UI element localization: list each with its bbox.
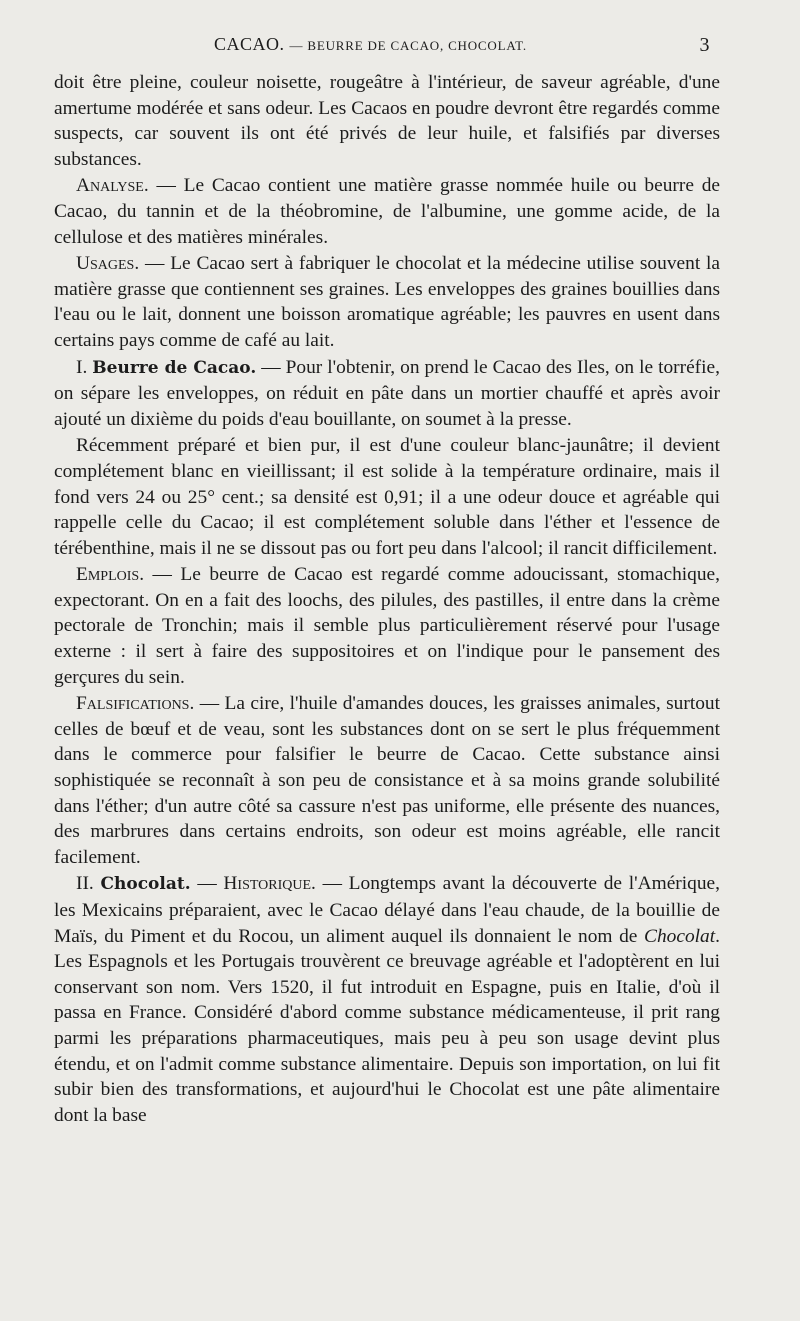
running-title-sub: — BEURRE DE CACAO, CHOCOLAT. xyxy=(289,38,527,53)
section-heading-analyse: Analyse. xyxy=(76,175,149,197)
section-number-1: I. xyxy=(76,356,93,378)
section-number-2: II. xyxy=(76,873,101,895)
section-heading-chocolat: Chocolat. xyxy=(100,874,191,895)
chocolat-text-a: — Longtemps avant la découverte de l'Amérique, les Mexicains préparaient, avec le Cacao délayé dans l'eau chaude, de la bouillie de Maïs, du Piment et du Rocou, un aliment auquel ils donnaient le nom de xyxy=(54,873,720,947)
section-heading-emplois: Emplois. xyxy=(76,564,145,586)
chocolat-italic-term: Chocolat xyxy=(644,925,716,947)
falsifications-text: — La cire, l'huile d'amandes douces, les graisses animales, surtout celles de bœuf et de veau, sont les substances dont on se sert le plus fréquemment dans le commerce pour falsifier le beurre de Cacao. Cette substance ainsi sophistiquée se reconnaît à son peu de consistance et à sa moins grande solubilité dans l'éther; d'un autre côté sa cassure n'est pas uniforme, elle présente des nuances, des marbrures dans certains endroits, son odeur est moins agréable, elle rancit facilement. xyxy=(54,693,720,868)
paragraph-analyse xyxy=(54,173,720,250)
paragraph-chocolat xyxy=(54,871,720,1128)
emplois-text: — Le beurre de Cacao est regardé comme adoucissant, stomachique, expectorant. On en a fait des loochs, des pilules, des pastilles, il entre dans la crème pectorale de Tronchin; mais il semble plus particulièrement réservé pour l'usage externe : il sert à faire des suppositoires et on l'indique pour le pansement des gerçures du sein. xyxy=(54,564,720,688)
section-heading-historique: Historique. xyxy=(223,873,316,895)
running-title xyxy=(214,34,527,55)
paragraph-beurre xyxy=(54,355,720,433)
paragraph-falsifications xyxy=(54,691,720,870)
section-heading-beurre: Beurre de Cacao. xyxy=(92,357,257,378)
paragraph-usages xyxy=(54,251,720,353)
usages-text: — Le Cacao sert à fabriquer le chocolat et la médecine utilise souvent la matière grasse que contiennent ses graines. Les enveloppes des graines bouillies dans l'eau ou le lait, donnent une boisson aromatique agréable; les pauvres en usent dans certains pays comme de café au lait. xyxy=(54,253,720,351)
page-body xyxy=(54,70,720,1129)
running-header xyxy=(54,34,710,64)
section-heading-usages: Usages. xyxy=(76,253,140,275)
chocolat-separator: — xyxy=(190,873,224,895)
running-title-main: CACAO. xyxy=(214,34,285,54)
analyse-text: — Le Cacao contient une matière grasse nommée huile ou beurre de Cacao, du tannin et de la théobromine, de l'albumine, une gomme acide, de la cellulose et des matières minérales. xyxy=(54,175,720,248)
beurre-text: — Pour l'obtenir, on prend le Cacao des Iles, on le torréfie, on sépare les enveloppes, on réduit en pâte dans un mortier chauffé et après avoir ajouté un dixième du poids d'eau bouillante, on soumet à la presse. xyxy=(54,356,720,430)
paragraph-recemment: Récemment préparé et bien pur, il est d'une couleur blanc-jaunâtre; il devient complétement blanc en vieillissant; il est solide à la température ordinaire, mais il fond vers 24 ou 25° cent.; sa densité est 0,91; il a une odeur douce et agréable qui rappelle celle du Cacao; il est complétement soluble dans l'éther et l'essence de térébenthine, mais il ne se dissout pas ou fort peu dans l'alcool; il rancit difficilement. xyxy=(54,435,720,559)
chocolat-text-b: . Les Espagnols et les Portugais trouvèrent ce breuvage agréable et l'adoptèrent en lui conservant son nom. Vers 1520, il fut introduit en Espagne, puis en Italie, d'où il passa en France. Considéré d'abord comme substance médicamenteuse, il prit rang parmi les préparations pharmaceutiques, mais peu à peu son usage devint plus étendu, et on l'admit comme substance alimentaire. Depuis son importation, on lui fit subir bien des transformations, et aujourd'hui le Chocolat est une pâte alimentaire dont la base xyxy=(54,925,720,1126)
paragraph-continuation: doit être pleine, couleur noisette, rougeâtre à l'intérieur, de saveur agréable, d'une amertume modérée et sans odeur. Les Cacaos en poudre devront être regardés comme suspects, car souvent ils ont été privés de leur huile, et falsifiés par diverses substances. xyxy=(54,72,720,170)
paragraph-emplois xyxy=(54,562,720,690)
page-number: 3 xyxy=(699,34,710,56)
section-heading-falsifications: Falsifications. xyxy=(76,693,195,715)
